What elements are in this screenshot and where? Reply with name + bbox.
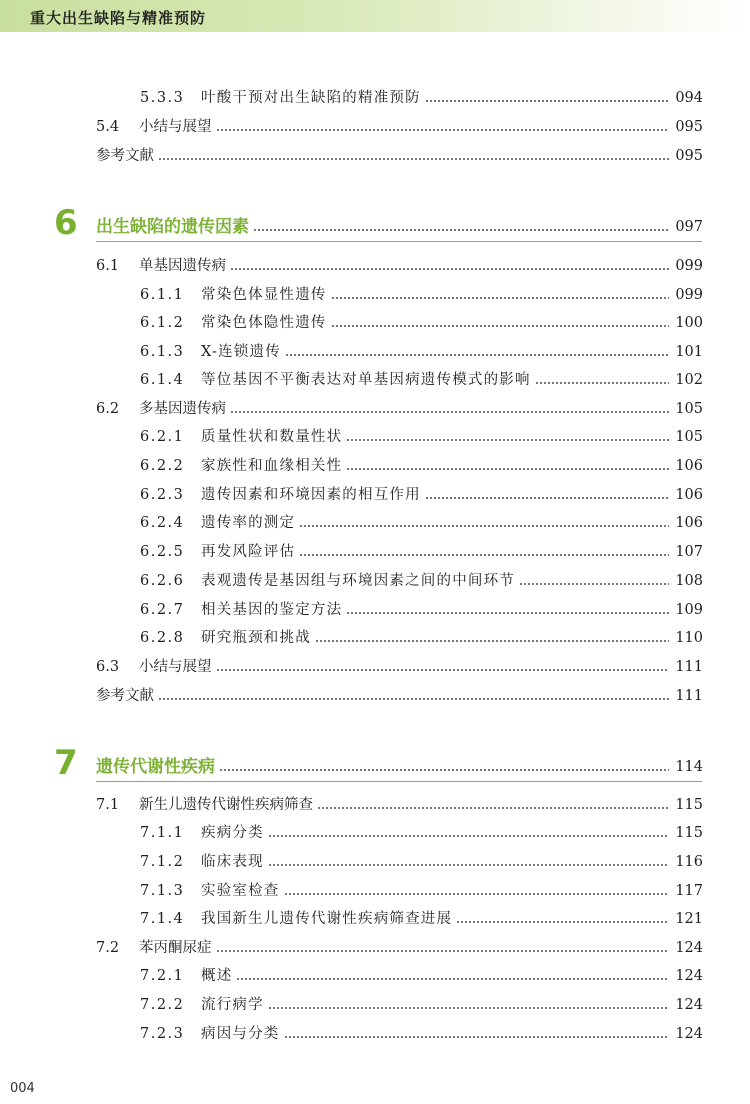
toc-entry-title: 小结与展望 bbox=[139, 659, 212, 675]
toc-subsection[interactable] bbox=[0, 907, 750, 931]
toc-entry-number: 6.2.4 bbox=[140, 515, 185, 531]
dot-leader bbox=[268, 864, 669, 866]
toc-entry-page: 124 bbox=[675, 968, 703, 984]
chapter-number: 6 bbox=[54, 203, 78, 243]
dot-leader bbox=[216, 669, 669, 671]
toc-entry-title: 遗传率的测定 bbox=[201, 515, 296, 531]
toc-entry-number: 6.2.2 bbox=[140, 458, 185, 474]
toc-entry-number: 6.2.8 bbox=[140, 630, 185, 646]
toc-entry-number: 6.3 bbox=[96, 659, 120, 675]
toc-entry-page: 115 bbox=[675, 797, 703, 813]
toc-entry-title: 多基因遗传病 bbox=[139, 401, 226, 417]
dot-leader bbox=[253, 229, 669, 231]
toc-entry-page: 115 bbox=[675, 825, 703, 841]
dot-leader bbox=[230, 268, 669, 270]
toc-entry-page: 105 bbox=[675, 401, 703, 417]
dot-leader bbox=[346, 439, 669, 441]
toc-entry-number: 7.2.3 bbox=[140, 1026, 185, 1042]
dot-leader bbox=[346, 468, 669, 470]
toc-subsection[interactable] bbox=[0, 850, 750, 874]
toc-entry-title: 病因与分类 bbox=[201, 1026, 280, 1042]
toc-entry-title: 质量性状和数量性状 bbox=[201, 429, 343, 445]
toc-subsection[interactable] bbox=[0, 598, 750, 622]
toc-entry-title: 遗传代谢性疾病 bbox=[96, 757, 215, 777]
toc-entry-page: 109 bbox=[675, 602, 703, 618]
toc-references[interactable] bbox=[0, 144, 750, 168]
dot-leader bbox=[299, 554, 669, 556]
dot-leader bbox=[331, 297, 669, 299]
toc-subsection[interactable] bbox=[0, 283, 750, 307]
toc-entry-title: 出生缺陷的遗传因素 bbox=[96, 217, 249, 237]
toc-entry-page: 099 bbox=[675, 287, 703, 303]
toc-subsection[interactable] bbox=[0, 569, 750, 593]
toc-entry-page: 100 bbox=[675, 315, 703, 331]
dot-leader bbox=[331, 325, 669, 327]
toc-entry-title: 常染色体隐性遗传 bbox=[201, 315, 327, 331]
toc-subsection[interactable] bbox=[0, 311, 750, 335]
toc-entry-page: 106 bbox=[675, 458, 703, 474]
toc-entry-page: 124 bbox=[675, 940, 703, 956]
toc-entry-title: 流行病学 bbox=[201, 997, 264, 1013]
dot-leader bbox=[216, 129, 669, 131]
toc-subsection[interactable] bbox=[0, 993, 750, 1017]
toc-section[interactable] bbox=[0, 936, 750, 960]
toc-section[interactable] bbox=[0, 254, 750, 278]
toc-entry-title: 实验室检查 bbox=[201, 883, 280, 899]
dot-leader bbox=[268, 1007, 669, 1009]
toc-entry-title: 单基因遗传病 bbox=[139, 258, 226, 274]
toc-entry-number: 6.2.1 bbox=[140, 429, 185, 445]
toc-entry-page: 114 bbox=[675, 759, 703, 775]
dot-leader bbox=[284, 893, 669, 895]
toc-entry-title: 遗传因素和环境因素的相互作用 bbox=[201, 487, 421, 503]
dot-leader bbox=[425, 497, 669, 499]
toc-entry-page: 121 bbox=[675, 911, 703, 927]
toc-entry-number: 7.1.1 bbox=[140, 825, 185, 841]
toc-entry-page: 108 bbox=[675, 573, 703, 589]
dot-leader bbox=[216, 950, 669, 952]
toc-entry-number: 7.1 bbox=[96, 797, 120, 813]
toc-subsection[interactable] bbox=[0, 368, 750, 392]
dot-leader bbox=[284, 1036, 669, 1038]
toc-entry-page: 106 bbox=[675, 515, 703, 531]
toc-entry-number: 7.1.3 bbox=[140, 883, 185, 899]
toc-entry-number: 6.2 bbox=[96, 401, 120, 417]
toc-entry-title: 新生儿遗传代谢性疾病筛查 bbox=[139, 797, 313, 813]
toc-entry-title: 研究瓶颈和挑战 bbox=[201, 630, 311, 646]
toc-entry-page: 095 bbox=[675, 119, 703, 135]
toc-entry-title: 我国新生儿遗传代谢性疾病筛查进展 bbox=[201, 911, 453, 927]
toc-entry-title: 再发风险评估 bbox=[201, 544, 296, 560]
dot-leader bbox=[315, 640, 669, 642]
dot-leader bbox=[219, 769, 669, 771]
toc-section[interactable] bbox=[0, 397, 750, 421]
toc-entry-title: 叶酸干预对出生缺陷的精准预防 bbox=[201, 90, 421, 106]
toc-entry-page: 095 bbox=[675, 148, 703, 164]
toc-entry-number: 6.1.2 bbox=[140, 315, 185, 331]
dot-leader bbox=[236, 978, 669, 980]
toc-entry-page: 105 bbox=[675, 429, 703, 445]
dot-leader bbox=[346, 612, 669, 614]
page-number: 004 bbox=[10, 1081, 35, 1096]
toc-subsection[interactable] bbox=[0, 454, 750, 478]
toc-entry-title: 家族性和血缘相关性 bbox=[201, 458, 343, 474]
toc-subsection[interactable] bbox=[0, 340, 750, 364]
toc-subsection[interactable] bbox=[0, 86, 750, 110]
toc-entry-title: 相关基因的鉴定方法 bbox=[201, 602, 343, 618]
toc-entry-page: 124 bbox=[675, 997, 703, 1013]
dot-leader bbox=[285, 354, 669, 356]
dot-leader bbox=[425, 100, 669, 102]
toc-entry-number: 6.1 bbox=[96, 258, 120, 274]
toc-entry-page: 107 bbox=[675, 544, 703, 560]
toc-entry-title: 常染色体显性遗传 bbox=[201, 287, 327, 303]
toc-entry-number: 6.2.6 bbox=[140, 573, 185, 589]
toc-entry-number: 7.2.1 bbox=[140, 968, 185, 984]
toc-entry-number: 7.2.2 bbox=[140, 997, 185, 1013]
toc-entry-number: 5.4 bbox=[96, 119, 120, 135]
toc-subsection[interactable] bbox=[0, 626, 750, 650]
toc-subsection[interactable] bbox=[0, 1022, 750, 1046]
toc-entry-number: 5.3.3 bbox=[140, 90, 185, 106]
toc-entry-page: 101 bbox=[675, 344, 703, 360]
toc-section[interactable] bbox=[0, 793, 750, 817]
toc-entry-page: 097 bbox=[675, 219, 703, 235]
running-header-title: 重大出生缺陷与精准预防 bbox=[30, 9, 207, 27]
toc-subsection[interactable] bbox=[0, 425, 750, 449]
dot-leader bbox=[230, 411, 669, 413]
toc-entry-number: 7.1.2 bbox=[140, 854, 185, 870]
toc-entry-page: 102 bbox=[675, 372, 703, 388]
toc-entry-page: 124 bbox=[675, 1026, 703, 1042]
toc-entry-title: 概述 bbox=[201, 968, 233, 984]
dot-leader bbox=[299, 525, 669, 527]
toc-entry-title: 参考文献 bbox=[96, 148, 154, 164]
toc-entry-page: 099 bbox=[675, 258, 703, 274]
toc-entry-page: 094 bbox=[675, 90, 703, 106]
toc-entry-page: 111 bbox=[675, 688, 703, 704]
toc-entry-number: 6.1.4 bbox=[140, 372, 185, 388]
toc-entry-page: 106 bbox=[675, 487, 703, 503]
toc-subsection[interactable] bbox=[0, 964, 750, 988]
toc-entry-number: 6.1.3 bbox=[140, 344, 185, 360]
toc-entry-title: 苯丙酮尿症 bbox=[139, 940, 212, 956]
toc-entry-page: 117 bbox=[675, 883, 703, 899]
toc-entry-page: 110 bbox=[675, 630, 703, 646]
dot-leader bbox=[519, 583, 669, 585]
toc-entry-number: 7.1.4 bbox=[140, 911, 185, 927]
dot-leader bbox=[268, 835, 669, 837]
toc-entry-title: 临床表现 bbox=[201, 854, 264, 870]
toc-subsection[interactable] bbox=[0, 879, 750, 903]
toc-entry-title: 表观遗传是基因组与环境因素之间的中间环节 bbox=[201, 573, 515, 589]
chapter-rule bbox=[96, 781, 702, 782]
dot-leader bbox=[317, 807, 669, 809]
toc-subsection[interactable] bbox=[0, 540, 750, 564]
toc-entry-number: 6.2.7 bbox=[140, 602, 185, 618]
chapter-rule bbox=[96, 241, 702, 242]
toc-entry-title: 参考文献 bbox=[96, 688, 154, 704]
dot-leader bbox=[456, 921, 669, 923]
toc-entry-number: 6.2.3 bbox=[140, 487, 185, 503]
toc-entry-title: X-连锁遗传 bbox=[201, 344, 281, 360]
toc-entry-number: 6.1.1 bbox=[140, 287, 185, 303]
toc-subsection[interactable] bbox=[0, 511, 750, 535]
toc-subsection[interactable] bbox=[0, 821, 750, 845]
toc-entry-number: 7.2 bbox=[96, 940, 120, 956]
toc-entry-title: 疾病分类 bbox=[201, 825, 264, 841]
toc-subsection[interactable] bbox=[0, 483, 750, 507]
toc-section[interactable] bbox=[0, 655, 750, 679]
dot-leader bbox=[535, 382, 669, 384]
toc-references[interactable] bbox=[0, 684, 750, 708]
toc-section[interactable] bbox=[0, 115, 750, 139]
toc-entry-page: 111 bbox=[675, 659, 703, 675]
dot-leader bbox=[158, 698, 669, 700]
dot-leader bbox=[158, 158, 669, 160]
chapter-number: 7 bbox=[54, 743, 78, 783]
toc-entry-title: 小结与展望 bbox=[139, 119, 212, 135]
toc-entry-title: 等位基因不平衡表达对单基因病遗传模式的影响 bbox=[201, 372, 531, 388]
toc-entry-number: 6.2.5 bbox=[140, 544, 185, 560]
toc-entry-page: 116 bbox=[675, 854, 703, 870]
